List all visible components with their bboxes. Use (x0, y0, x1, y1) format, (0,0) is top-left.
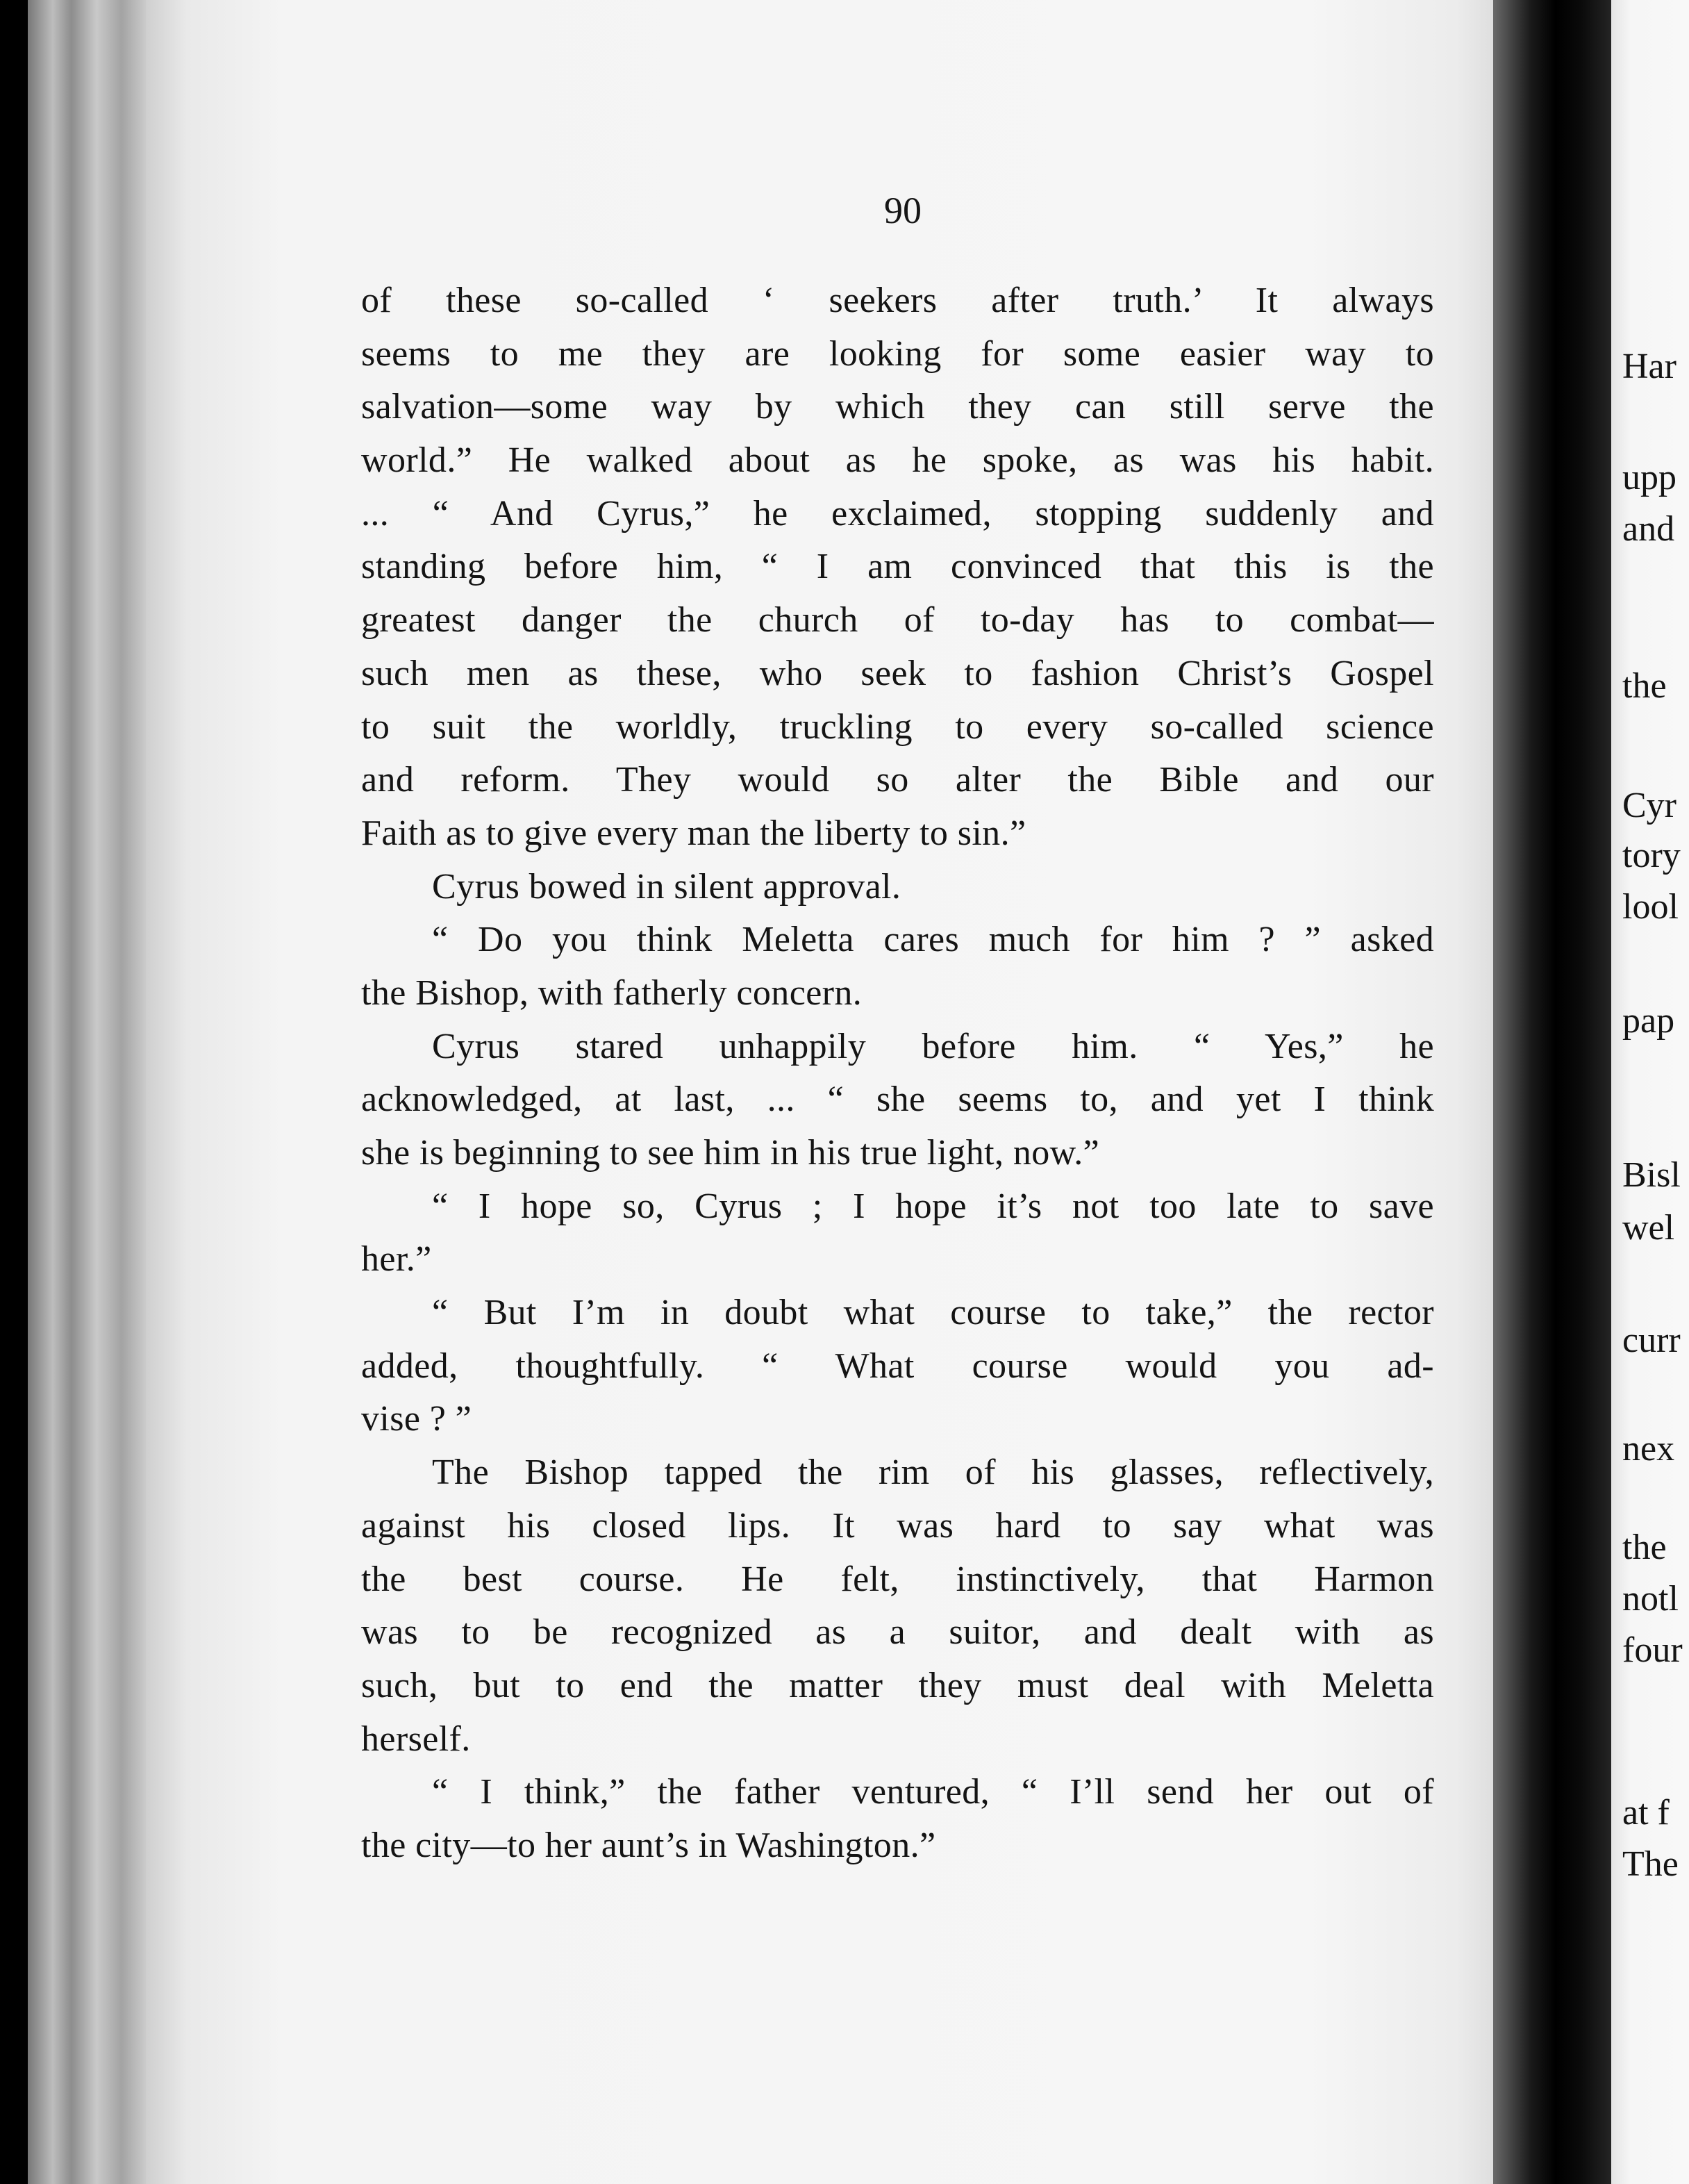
text-line: world.” He walked about as he spoke, as was his habit. (361, 440, 1434, 481)
page-edge-left (28, 0, 153, 2184)
facing-page-fragment: pap (1622, 1001, 1675, 1041)
text-line: ... “ And Cyrus,” he exclaimed, stopping suddenly and (361, 493, 1434, 533)
facing-page-fragment: Bisl (1622, 1155, 1681, 1195)
facing-page-fragment: upp (1622, 458, 1676, 497)
text-line: salvation—some way by which they can still serve the (361, 387, 1434, 427)
text-line: herself. (361, 1719, 471, 1759)
facing-page-fragment: and (1622, 509, 1675, 549)
facing-page-fragment: wel (1622, 1208, 1675, 1248)
text-line: acknowledged, at last, ... “ she seems to, and yet I think (361, 1079, 1434, 1120)
text-line: to suit the worldly, truckling to every so-called science (361, 706, 1434, 747)
text-line: she is beginning to see him in his true light, now.” (361, 1133, 1100, 1173)
text-line: Faith as to give every man the liberty to sin.” (361, 813, 1026, 853)
text-line: standing before him, “ I am convinced that this is the (361, 547, 1434, 587)
text-line: of these so-called ‘ seekers after truth.’ It always (361, 281, 1434, 320)
facing-page-fragment: tory (1622, 836, 1681, 875)
page-number: 90 (884, 190, 922, 231)
text-line: seems to me they are looking for some easier way to (361, 333, 1434, 374)
text-line: “ Do you think Meletta cares much for him ? ” asked (432, 920, 1434, 960)
text-line: “ But I’m in doubt what course to take,” the rector (432, 1293, 1434, 1333)
text-line: such, but to end the matter they must deal with Meletta (361, 1665, 1434, 1705)
text-line: the best course. He felt, instinctively, that Harmon (361, 1559, 1434, 1599)
text-line: against his closed lips. It was hard to say what was (361, 1505, 1434, 1546)
text-line: her.” (361, 1239, 432, 1280)
facing-page-fragment: at f (1622, 1793, 1670, 1833)
text-line: The Bishop tapped the rim of his glasses, reflectively, (432, 1453, 1434, 1493)
text-line: greatest danger the church of to-day has to combat— (361, 600, 1434, 640)
body-text (361, 274, 1434, 1873)
text-line: the city—to her aunt’s in Washington.” (361, 1825, 936, 1865)
text-line: vise ? ” (361, 1399, 472, 1439)
facing-page-fragment: notl (1622, 1579, 1679, 1619)
facing-page-fragment: nex (1622, 1429, 1675, 1469)
facing-page-fragment: The (1622, 1844, 1679, 1884)
text-line: added, thoughtfully. “ What course would you ad- (361, 1346, 1434, 1386)
facing-page-fragment: the (1622, 666, 1667, 706)
text-line: “ I hope so, Cyrus ; I hope it’s not too late to save (432, 1186, 1434, 1226)
text-line: “ I think,” the father ventured, “ I’ll send her out of (432, 1772, 1434, 1812)
facing-page-fragment: Cyr (1622, 786, 1676, 825)
text-line: Cyrus bowed in silent approval. (432, 866, 901, 907)
facing-page-fragment: the (1622, 1528, 1667, 1567)
text-line: Cyrus stared unhappily before him. “ Yes,” he (432, 1026, 1434, 1066)
text-line: was to be recognized as a suitor, and dealt with as (361, 1612, 1434, 1653)
text-line: the Bishop, with fatherly concern. (361, 973, 863, 1013)
text-line: and reform. They would so alter the Bible and our (361, 760, 1434, 800)
facing-page-fragment: Har (1622, 347, 1676, 386)
facing-page-fragment: curr (1622, 1321, 1681, 1360)
facing-page-fragment: four (1622, 1630, 1683, 1670)
book-gutter (1493, 0, 1618, 2184)
text-line: such men as these, who seek to fashion Christ’s Gospel (361, 653, 1434, 693)
facing-page-fragment: lool (1622, 887, 1679, 927)
